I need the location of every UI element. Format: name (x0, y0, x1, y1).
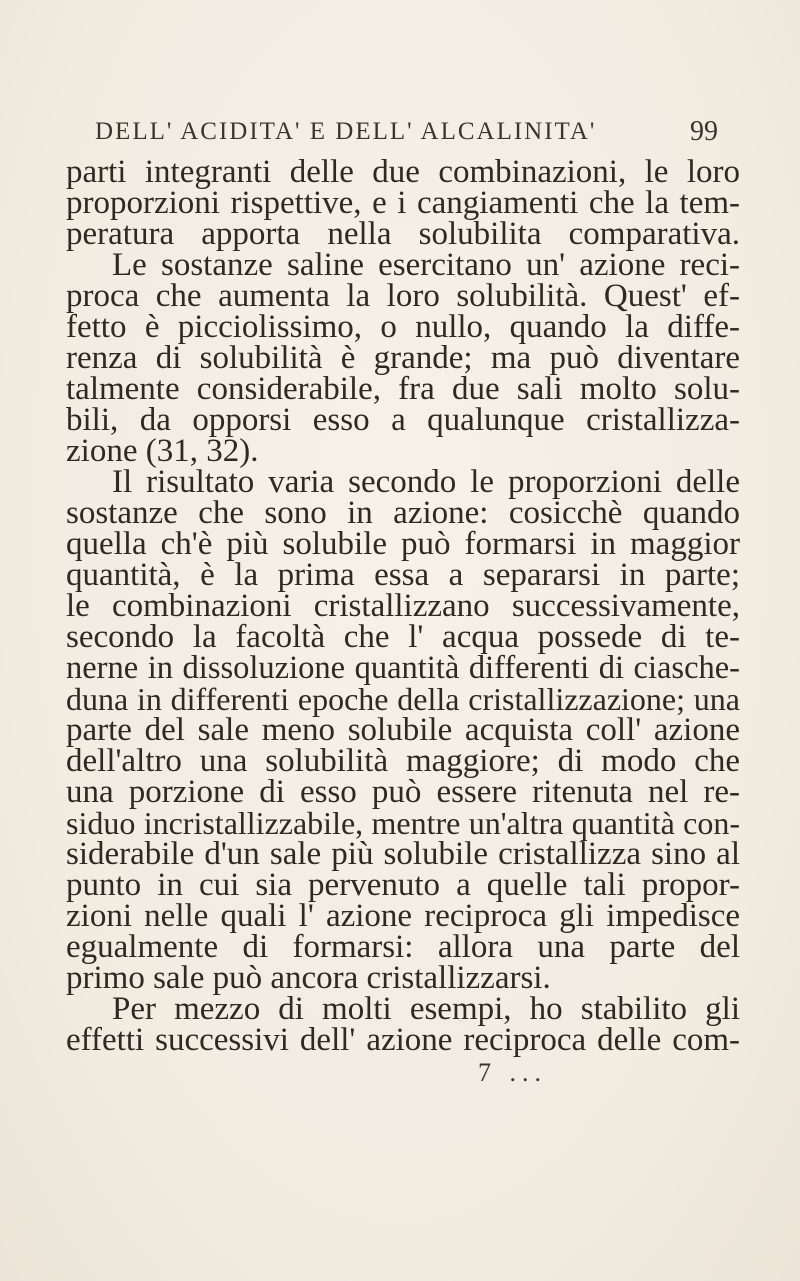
text-line: una porzione di esso può essere ritenuta nel re- (66, 774, 740, 810)
text-line: sostanze che sono in azione: cosicchè quando (66, 495, 740, 531)
text-line: parte del sale meno solubile acquista coll' azione (66, 712, 740, 748)
text-line: proca che aumenta la loro solubilità. Quest' ef- (66, 278, 740, 314)
text-line: proporzioni rispettive, e i cangiamenti che la tem- (66, 185, 740, 221)
text-line: zioni nelle quali l' azione reciproca gli impedisce (66, 898, 740, 934)
text-line: quella ch'è più solubile può formarsi in maggior (66, 526, 740, 562)
text-line: nerne in dissoluzione quantità differenti di ciasche- (66, 650, 740, 686)
text-line: zione (31, 32). (66, 433, 259, 469)
text-line: le combinazioni cristallizzano successivamente, (66, 588, 740, 624)
text-line: Per mezzo di molti esempi, ho stabilito gli (112, 991, 740, 1027)
text-line: egualmente di formarsi: allora una parte del (66, 929, 740, 965)
text-line: Il risultato varia secondo le proporzioni delle (112, 464, 740, 500)
text-line: siderabile d'un sale più solubile cristallizza sino al (66, 836, 740, 872)
text-line: secondo la facoltà che l' acqua possede di te- (66, 619, 740, 655)
text-line: duna in differenti epoche della cristallizzazione; una (66, 681, 740, 717)
text-line: Le sostanze saline esercitano un' azione reci- (112, 247, 740, 283)
page-number: 99 (690, 116, 718, 147)
text-line: renza di solubilità è grande; ma può diventare (66, 340, 740, 376)
printer-signature-mark: 7 ... (478, 1058, 547, 1087)
text-line: punto in cui sia pervenuto a quelle tali propor- (66, 867, 740, 903)
text-line: dell'altro una solubilità maggiore; di modo che (66, 743, 740, 779)
text-line: quantità, è la prima essa a separarsi in parte; (66, 557, 740, 593)
text-line: peratura apporta nella solubilita comparativa. (66, 216, 740, 252)
text-line: effetti successivi dell' azione reciproca delle com- (66, 1022, 740, 1058)
running-title: DELL' ACIDITA' E DELL' ALCALINITA' (95, 118, 597, 145)
text-line: talmente considerabile, fra due sali molto solu- (66, 371, 740, 407)
text-line: parti integranti delle due combinazioni, le loro (66, 154, 740, 190)
page-header (0, 112, 800, 152)
text-line: fetto è picciolissimo, o nullo, quando la diffe- (66, 309, 740, 345)
text-line: primo sale può ancora cristallizzarsi. (66, 960, 551, 996)
text-line: bili, da opporsi esso a qualunque cristallizza- (66, 402, 740, 438)
text-line: siduo incristallizzabile, mentre un'altra quantità con- (66, 805, 740, 841)
